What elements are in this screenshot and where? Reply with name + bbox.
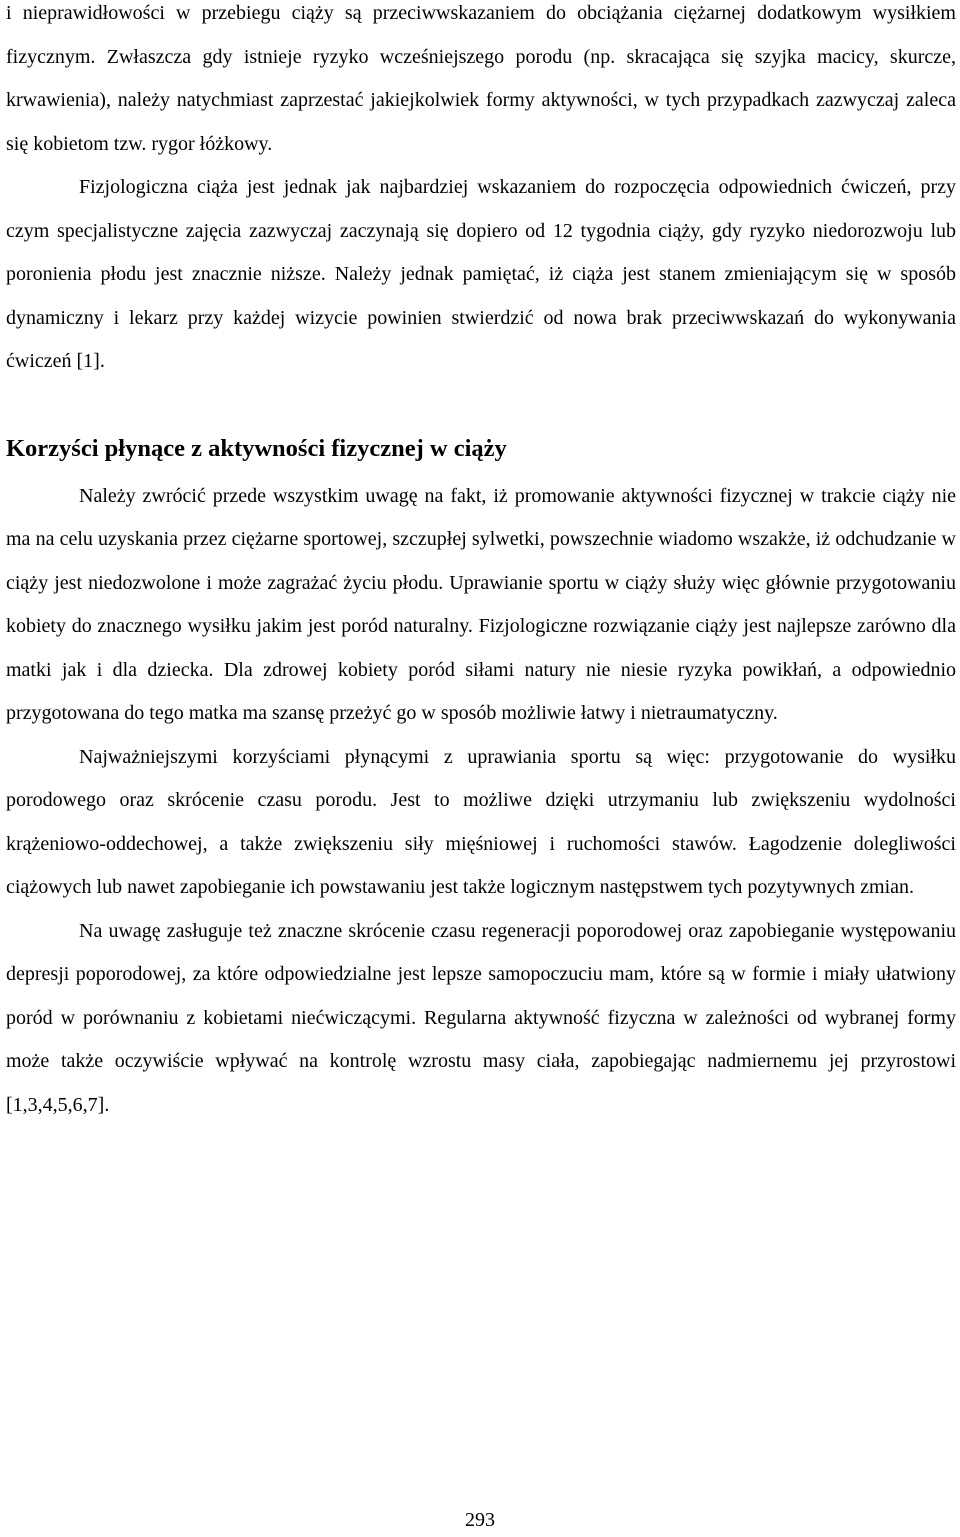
paragraph-benefits-2: Najważniejszymi korzyściami płynącymi z uprawiania sportu są więc: przygotowanie do wysiłku porodowego oraz skrócenie czasu porodu. Jest to możliwe dzięki utrzymaniu lub zwiększeniu wydolności krążeniowo-oddechowej, a także zwiększeniu siły mięśniowej i ruchomości stawów. Łagodzenie dolegliwości ciążowych lub nawet zapobieganie ich powstawaniu jest także logicznym następstwem tych pozytywnych zmian. [6, 745, 956, 898]
page-number: 293 [465, 1509, 495, 1531]
document-page [6, 0, 956, 1127]
paragraph-benefits-1: Należy zwrócić przede wszystkim uwagę na fakt, iż promowanie aktywności fizycznej w trakcie ciąży nie ma na celu uzyskania przez ciężarne sportowej, szczupłej sylwetki, powszechnie wiadomo wszakże, iż odchudzanie w ciąży jest niedozwolone i może zagrażać życiu płodu. Uprawianie sportu w ciąży służy więc głównie przygotowaniu kobiety do znacznego wysiłku jakim jest poród naturalny. Fizjologiczne rozwiązanie ciąży jest najlepsze zarówno dla matki jak i dla dziecka. Dla zdrowej kobiety poród siłami natury nie niesie ryzyka powikłań, a odpowiednio przygotowana do tego matka ma szansę przeżyć go w sposób możliwie łatwy i nietraumatyczny. [6, 484, 956, 724]
paragraph-physiological-pregnancy: Fizjologiczna ciąża jest jednak jak najbardziej wskazaniem do rozpoczęcia odpowiednich ćwiczeń, przy czym specjalistyczne zajęcia zazwyczaj zaczynają się dopiero od 12 tygodnia ciąży, gdy ryzyko niedorozwoju lub poronienia płodu jest znacznie niższe. Należy jednak pamiętać, iż ciąża jest stanem zmieniającym się w sposób dynamiczny i lekarz przy każdej wizycie powinien stwierdzić od nowa brak przeciwwskazań do wykonywania ćwiczeń [1]. [6, 176, 956, 372]
paragraph-continuation: i nieprawidłowości w przebiegu ciąży są przeciwwskazaniem do obciążania ciężarnej dodatkowym wysiłkiem fizycznym. Zwłaszcza gdy istnieje ryzyko wcześniejszego porodu (np. skracająca się szyjka macicy, skurcze, krwawienia), należy natychmiast zaprzestać jakiejkolwiek formy aktywności, w tych przypadkach zazwyczaj zaleca się kobietom tzw. rygor łóżkowy. [6, 2, 956, 155]
section-heading: Korzyści płynące z aktywności fizycznej w ciąży [6, 434, 507, 462]
paragraph-benefits-3: Na uwagę zasługuje też znaczne skrócenie czasu regeneracji poporodowej oraz zapobieganie występowaniu depresji poporodowej, za które odpowiedzialne jest lepsze samopoczuciu mam, które są w formie i miały ułatwiony poród w porównaniu z kobietami niećwiczącymi. Regularna aktywność fizyczna w zależności od wybranej formy może także oczywiście wpływać na kontrolę wzrostu masy ciała, zapobiegając nadmiernemu jej przyrostowi [1,3,4,5,6,7]. [6, 919, 956, 1116]
